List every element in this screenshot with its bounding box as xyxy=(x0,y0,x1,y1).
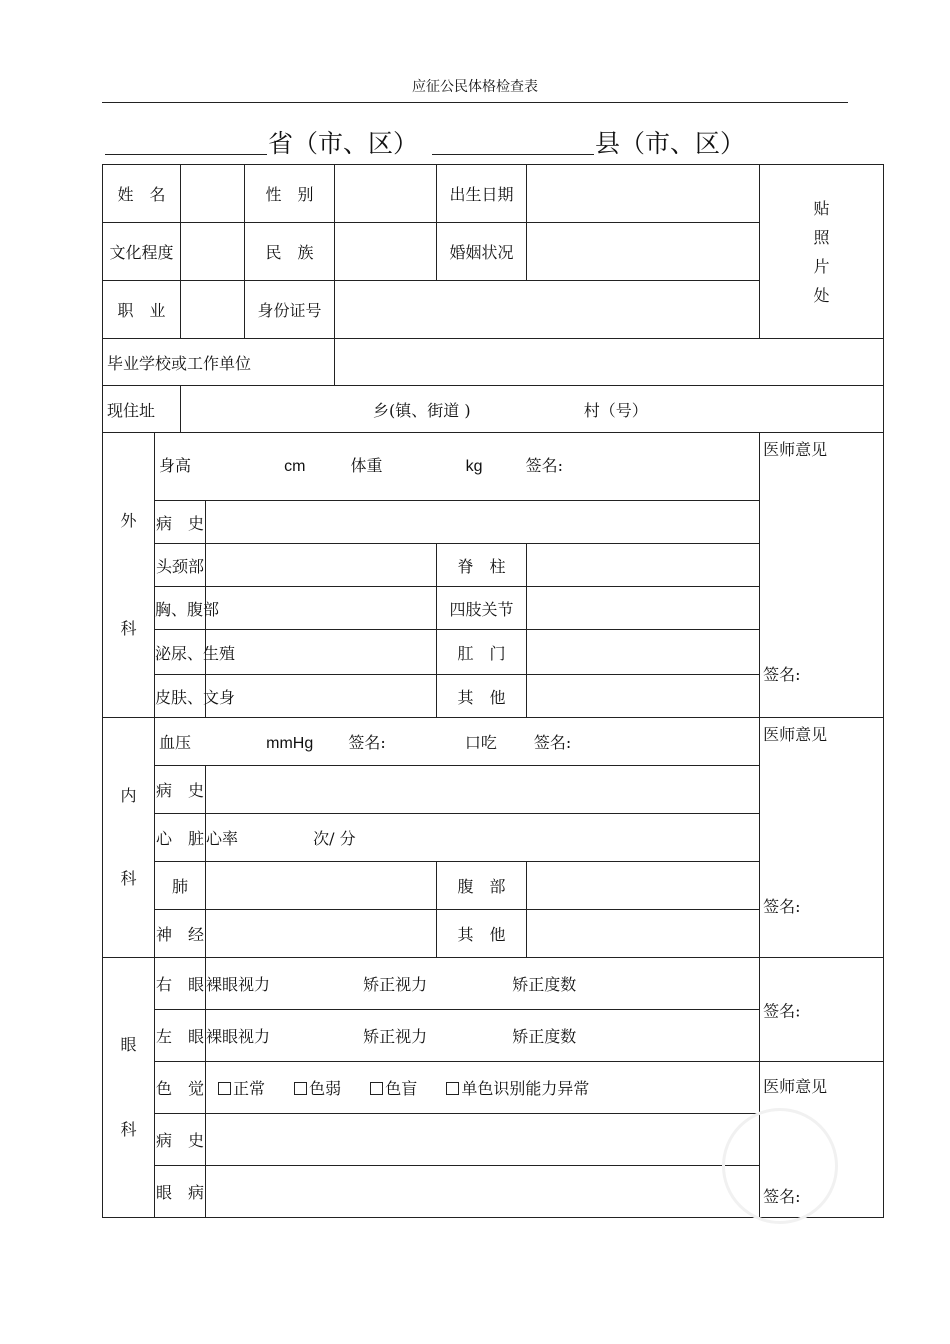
internal-opinion-sign: 签名: xyxy=(763,897,801,916)
correction-degree-label: 矫正度数 xyxy=(512,1027,577,1046)
heart-rate-label: 心率 xyxy=(206,829,239,848)
nerve-field[interactable] xyxy=(206,910,437,958)
surgery-other-label: 其 他 xyxy=(437,675,527,718)
county-suffix: 县（市、区） xyxy=(595,129,746,158)
heart-label: 心 脏 xyxy=(155,814,206,862)
header-rule xyxy=(102,102,848,103)
naked-vision-label: 裸眼视力 xyxy=(206,1027,271,1046)
photo-char: 片 xyxy=(813,256,830,276)
photo-area[interactable] xyxy=(760,165,884,339)
eye-disease-field[interactable] xyxy=(206,1166,760,1218)
urogenital-field[interactable] xyxy=(206,630,437,675)
surgery-history-label: 病 史 xyxy=(155,501,206,544)
head-neck-field[interactable] xyxy=(206,544,437,587)
surgery-sign-label: 签名: xyxy=(525,456,564,475)
color-vision-label: 色 觉 xyxy=(155,1062,206,1114)
vision-sign-cell[interactable] xyxy=(760,958,884,1062)
document-title: 应征公民体格检查表 xyxy=(412,79,538,95)
spine-field[interactable] xyxy=(527,544,760,587)
marital-status-field[interactable] xyxy=(527,223,760,281)
faint-stamp-mark xyxy=(722,1108,838,1224)
cm-unit: cm xyxy=(284,458,306,475)
address-label: 现住址 xyxy=(103,386,181,433)
abdomen-label: 腹 部 xyxy=(437,862,527,910)
mmhg-unit: mmHg xyxy=(266,735,314,752)
naked-vision-label: 裸眼视力 xyxy=(206,975,271,994)
checkbox-icon[interactable] xyxy=(218,1082,231,1095)
right-eye-label: 右 眼 xyxy=(155,958,206,1010)
color-vision-options xyxy=(206,1062,760,1114)
option-blind[interactable]: 色盲 xyxy=(370,1079,417,1098)
skin-tattoo-field[interactable] xyxy=(206,675,437,718)
checkbox-icon[interactable] xyxy=(294,1082,307,1095)
surgery-section-label: 外 科 xyxy=(103,433,155,718)
option-normal[interactable]: 正常 xyxy=(218,1079,265,1098)
vision-sign-label: 签名: xyxy=(763,1001,801,1020)
head-neck-label: 头颈部 xyxy=(155,544,206,587)
left-eye-vision-field[interactable] xyxy=(206,1010,760,1062)
corrected-vision-label: 矫正视力 xyxy=(363,1027,428,1046)
abdomen-field[interactable] xyxy=(527,862,760,910)
stutter-sign-label: 签名: xyxy=(533,733,572,752)
surgery-opinion[interactable] xyxy=(760,433,884,718)
left-eye-label: 左 眼 xyxy=(155,1010,206,1062)
anus-label: 肛 门 xyxy=(437,630,527,675)
blood-pressure-label: 血压 xyxy=(159,733,192,752)
urogenital-label: 泌尿、生殖 xyxy=(155,630,206,675)
stutter-label: 口吃 xyxy=(464,733,497,752)
address-field[interactable] xyxy=(181,386,884,433)
kg-unit: kg xyxy=(465,458,483,475)
surgery-other-field[interactable] xyxy=(527,675,760,718)
eye-history-label: 病 史 xyxy=(155,1114,206,1166)
eye-history-field[interactable] xyxy=(206,1114,760,1166)
limbs-joints-field[interactable] xyxy=(527,587,760,630)
school-work-label: 毕业学校或工作单位 xyxy=(103,339,335,386)
internal-opinion-label: 医师意见 xyxy=(763,725,828,744)
photo-char: 照 xyxy=(813,227,830,247)
birth-date-label: 出生日期 xyxy=(437,165,527,223)
education-field[interactable] xyxy=(181,223,245,281)
address-village: 村（号） xyxy=(583,400,648,420)
internal-opinion[interactable] xyxy=(760,718,884,958)
region-heading xyxy=(102,120,848,160)
checkbox-icon[interactable] xyxy=(446,1082,459,1095)
ethnicity-label: 民 族 xyxy=(245,223,335,281)
eye-section-label: 眼 科 xyxy=(103,958,155,1218)
gender-label: 性 别 xyxy=(245,165,335,223)
chest-abdomen-label: 胸、腹部 xyxy=(155,587,206,630)
eye-opinion-sign: 签名: xyxy=(763,1187,801,1206)
address-township: 乡(镇、街道 ) xyxy=(373,400,471,420)
birth-date-field[interactable] xyxy=(527,165,760,223)
spine-label: 脊 柱 xyxy=(437,544,527,587)
blood-pressure-row[interactable] xyxy=(155,718,760,766)
surgery-opinion-sign: 签名: xyxy=(763,665,801,684)
option-monochrome[interactable]: 单色识别能力异常 xyxy=(446,1079,589,1098)
ethnicity-field[interactable] xyxy=(335,223,437,281)
id-number-field[interactable] xyxy=(335,281,760,339)
occupation-label: 职 业 xyxy=(103,281,181,339)
weight-label: 体重 xyxy=(350,456,383,475)
surgery-history-field[interactable] xyxy=(206,501,760,544)
surgery-opinion-label: 医师意见 xyxy=(763,440,828,459)
school-work-field[interactable] xyxy=(335,339,884,386)
internal-section-label: 内 科 xyxy=(103,718,155,958)
chest-abdomen-field[interactable] xyxy=(206,587,437,630)
nerve-label: 神 经 xyxy=(155,910,206,958)
exam-form-table xyxy=(102,164,884,1218)
bp-sign-label: 签名: xyxy=(348,733,386,752)
name-field[interactable] xyxy=(181,165,245,223)
correction-degree-label: 矫正度数 xyxy=(512,975,577,994)
county-blank[interactable] xyxy=(432,154,594,155)
right-eye-vision-field[interactable] xyxy=(206,958,760,1010)
heart-rate-field[interactable] xyxy=(206,814,760,862)
corrected-vision-label: 矫正视力 xyxy=(363,975,428,994)
lung-field[interactable] xyxy=(206,862,437,910)
eye-opinion-label: 医师意见 xyxy=(763,1077,828,1096)
province-suffix: 省（市、区） xyxy=(268,129,419,158)
photo-char: 贴 xyxy=(813,198,830,218)
internal-history-label: 病 史 xyxy=(155,766,206,814)
internal-other-field[interactable] xyxy=(527,910,760,958)
marital-status-label: 婚姻状况 xyxy=(437,223,527,281)
internal-history-field[interactable] xyxy=(206,766,760,814)
internal-other-label: 其 他 xyxy=(437,910,527,958)
id-number-label: 身份证号 xyxy=(245,281,335,339)
height-weight-row[interactable] xyxy=(155,433,760,501)
name-label: 姓 名 xyxy=(103,165,181,223)
limbs-joints-label: 四肢关节 xyxy=(437,587,527,630)
lung-label: 肺 xyxy=(155,862,206,910)
height-label: 身高 xyxy=(159,456,192,475)
checkbox-icon[interactable] xyxy=(370,1082,383,1095)
eye-disease-label: 眼 病 xyxy=(155,1166,206,1218)
province-blank[interactable] xyxy=(105,154,267,155)
option-weak[interactable]: 色弱 xyxy=(294,1079,341,1098)
photo-char: 处 xyxy=(813,285,830,305)
heart-rate-unit: 次/ 分 xyxy=(313,829,356,848)
anus-field[interactable] xyxy=(527,630,760,675)
education-label: 文化程度 xyxy=(103,223,181,281)
skin-tattoo-label: 皮肤、文身 xyxy=(155,675,206,718)
occupation-field[interactable] xyxy=(181,281,245,339)
gender-field[interactable] xyxy=(335,165,437,223)
